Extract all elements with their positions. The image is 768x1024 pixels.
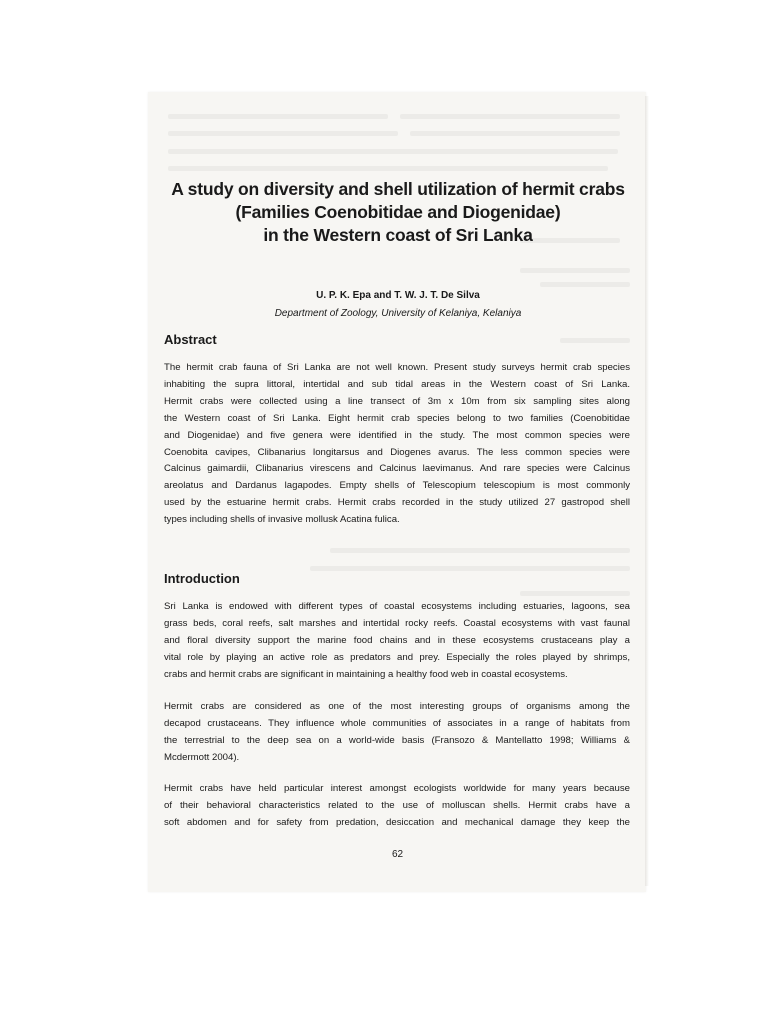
page-number: 62 — [392, 849, 404, 860]
text-line: Coenobita cavipes, Clibanarius longitarsus and Diogenes avarus. The less common species were — [164, 446, 630, 458]
text-line: Hermit crabs are considered as one of the most interesting groups of organisms among the — [164, 701, 630, 712]
paper-title — [164, 178, 632, 247]
introduction-paragraph-2 — [164, 699, 630, 767]
text-line: Hermit crabs were collected using a line transect of 3m x 10m from six sampling sites along — [164, 395, 630, 407]
bleed-through-mark — [168, 114, 388, 119]
text-line: and floral diversity support the marine food chains and in these ecosystems crustaceans play a — [164, 634, 630, 646]
text-line: grass beds, coral reefs, salt marshes and intertidal rocky reefs. Coastal ecosystems with vast faunal — [164, 617, 630, 629]
text-line: types including shells of invasive mollusk Acatina fulica. — [164, 514, 400, 526]
introduction-paragraph-1 — [164, 599, 630, 684]
bleed-through-mark — [410, 131, 620, 136]
bleed-through-mark — [168, 131, 398, 136]
bleed-through-mark — [310, 566, 630, 571]
title-line: A study on diversity and shell utilization of hermit crabs — [171, 179, 625, 199]
introduction-heading: Introduction — [164, 571, 240, 586]
text-line: The hermit crab fauna of Sri Lanka are not well known. Present study surveys hermit crab species — [164, 362, 630, 373]
text-line: areolatus and Dardanus lagapodes. Empty shells of Telescopium telescopium is most commonly — [164, 480, 630, 492]
text-line: of their behavioral characteristics related to the use of molluscan shells. Hermit crabs have a — [164, 799, 630, 811]
text-line: soft abdomen and for safety from predation, desiccation and mechanical damage they keep the — [164, 816, 630, 828]
title-line: (Families Coenobitidae and Diogenidae) — [235, 202, 561, 222]
authors: U. P. K. Epa and T. W. J. T. De Silva — [316, 290, 480, 301]
text-line: inhabiting the supra littoral, intertidal and sub tidal areas in the Western coast of Sri Lanka. — [164, 378, 630, 390]
text-line: the terrestrial to the deep sea on a world-wide basis (Fransozo & Mantellatto 1998; Williams & — [164, 734, 630, 746]
bleed-through-mark — [400, 114, 620, 119]
bleed-through-mark — [330, 548, 630, 553]
bleed-through-mark — [560, 338, 630, 343]
text-line: Mcdermott 2004). — [164, 751, 240, 763]
text-line: Calcinus gaimardii, Clibanarius virescens and Calcinus laevimanus. And rare species were Calcinus — [164, 463, 630, 475]
text-line: used by the estuarine hermit crabs. Hermit crabs recorded in the study utilized 27 gastropod shell — [164, 497, 630, 509]
title-line: in the Western coast of Sri Lanka — [263, 225, 533, 245]
bleed-through-mark — [168, 149, 618, 154]
text-line: and Diogenidae) and five genera were identified in the study. The most common species were — [164, 429, 630, 441]
text-line: decapod crustaceans. They influence whole communities of associates in a range of habitats from — [164, 717, 630, 729]
bleed-through-mark — [520, 268, 630, 273]
text-line: Sri Lanka is endowed with different types of coastal ecosystems including estuaries, lagoons, sea — [164, 601, 630, 612]
abstract-heading: Abstract — [164, 332, 217, 347]
text-line: vital role by playing an active role as predators and prey. Especially the roles played by shrimps, — [164, 651, 630, 663]
affiliation: Department of Zoology, University of Kelaniya, Kelaniya — [274, 308, 522, 319]
text-line: crabs and hermit crabs are significant in maintaining a healthy food web in coastal ecosystems. — [164, 668, 568, 680]
bleed-through-mark — [520, 591, 630, 596]
bleed-through-mark — [168, 166, 608, 171]
page-edge-shadow — [645, 96, 649, 886]
text-line: the Western coast of Sri Lanka. Eight hermit crab species belong to two families (Coenobitidae — [164, 412, 630, 424]
bleed-through-mark — [540, 282, 630, 287]
abstract-paragraph — [164, 360, 630, 529]
text-line: Hermit crabs have held particular interest amongst ecologists worldwide for many years because — [164, 783, 630, 794]
introduction-paragraph-3 — [164, 781, 630, 832]
